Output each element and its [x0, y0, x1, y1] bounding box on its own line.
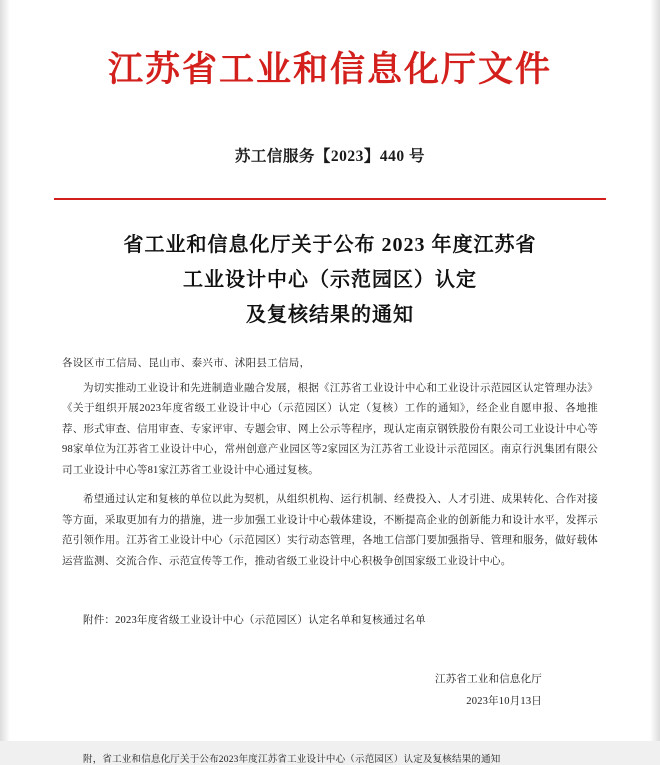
page-title-line-1: 省工业和信息化厅关于公布 2023 年度江苏省 [123, 233, 537, 256]
signature-block [62, 669, 598, 713]
page-right-edge-shadow [650, 0, 660, 741]
page-title-line-2: 工业设计中心（示范园区）认定 [183, 268, 477, 291]
salutation: 各设区市工信局、昆山市、泰兴市、沭阳县工信局， [62, 357, 311, 369]
page-left-edge-shadow [0, 0, 10, 741]
attachment-line: 附件：2023年度省级工业设计中心（示范园区）认定名单和复核通过名单 [83, 614, 426, 626]
red-divider-rule [54, 198, 606, 200]
document-header-title: 江苏省工业和信息化厅文件 [107, 50, 552, 89]
body-paragraph-2: 希望通过认定和复核的单位以此为契机，从组织机构、运行机制、经费投入、人才引进、成果转化、合作对接等方面，采取更加有力的措施，进一步加强工业设计中心载体建设，不断提高企业的创新能力和设计水平，发挥示范引领作用。江苏省工业设计中心（示范园区）实行动态管理，各地工信部门要加强指导、管理和服务，做好载体运营监测、交流合作、示范宣传等工作，推动省级工业设计中心积极争创国家级工业设计中心。 [62, 494, 598, 567]
signature-organization: 江苏省工业和信息化厅 [435, 673, 542, 685]
page-title-line-3: 及复核结果的通知 [246, 303, 414, 326]
footer-note: 附，省工业和信息化厅关于公布2023年度江苏省工业设计中心（示范园区）认定及复核结果的通知 [83, 755, 501, 765]
document-number: 苏工信服务【2023】440 号 [234, 147, 426, 165]
signature-date: 2023年10月13日 [466, 696, 542, 708]
body-paragraph-1: 为切实推动工业设计和先进制造业融合发展，根据《江苏省工业设计中心和工业设计示范园区认定管理办法》《关于组织开展2023年度省级工业设计中心（示范园区）认定（复核）工作的通知》，经企业自愿申报、各地推荐、形式审查、信用审查、专家评审、专题会审、网上公示等程序，现认定南京钢铁股份有限公司工业设计中心等98家单位为江苏省工业设计中心，常州创意产业园区等2家园区为江苏省工业设计示范园区。南京行汎集团有限公司工业设计中心等81家江苏省工业设计中心通过复核。 [62, 382, 598, 476]
page-title [62, 228, 598, 333]
